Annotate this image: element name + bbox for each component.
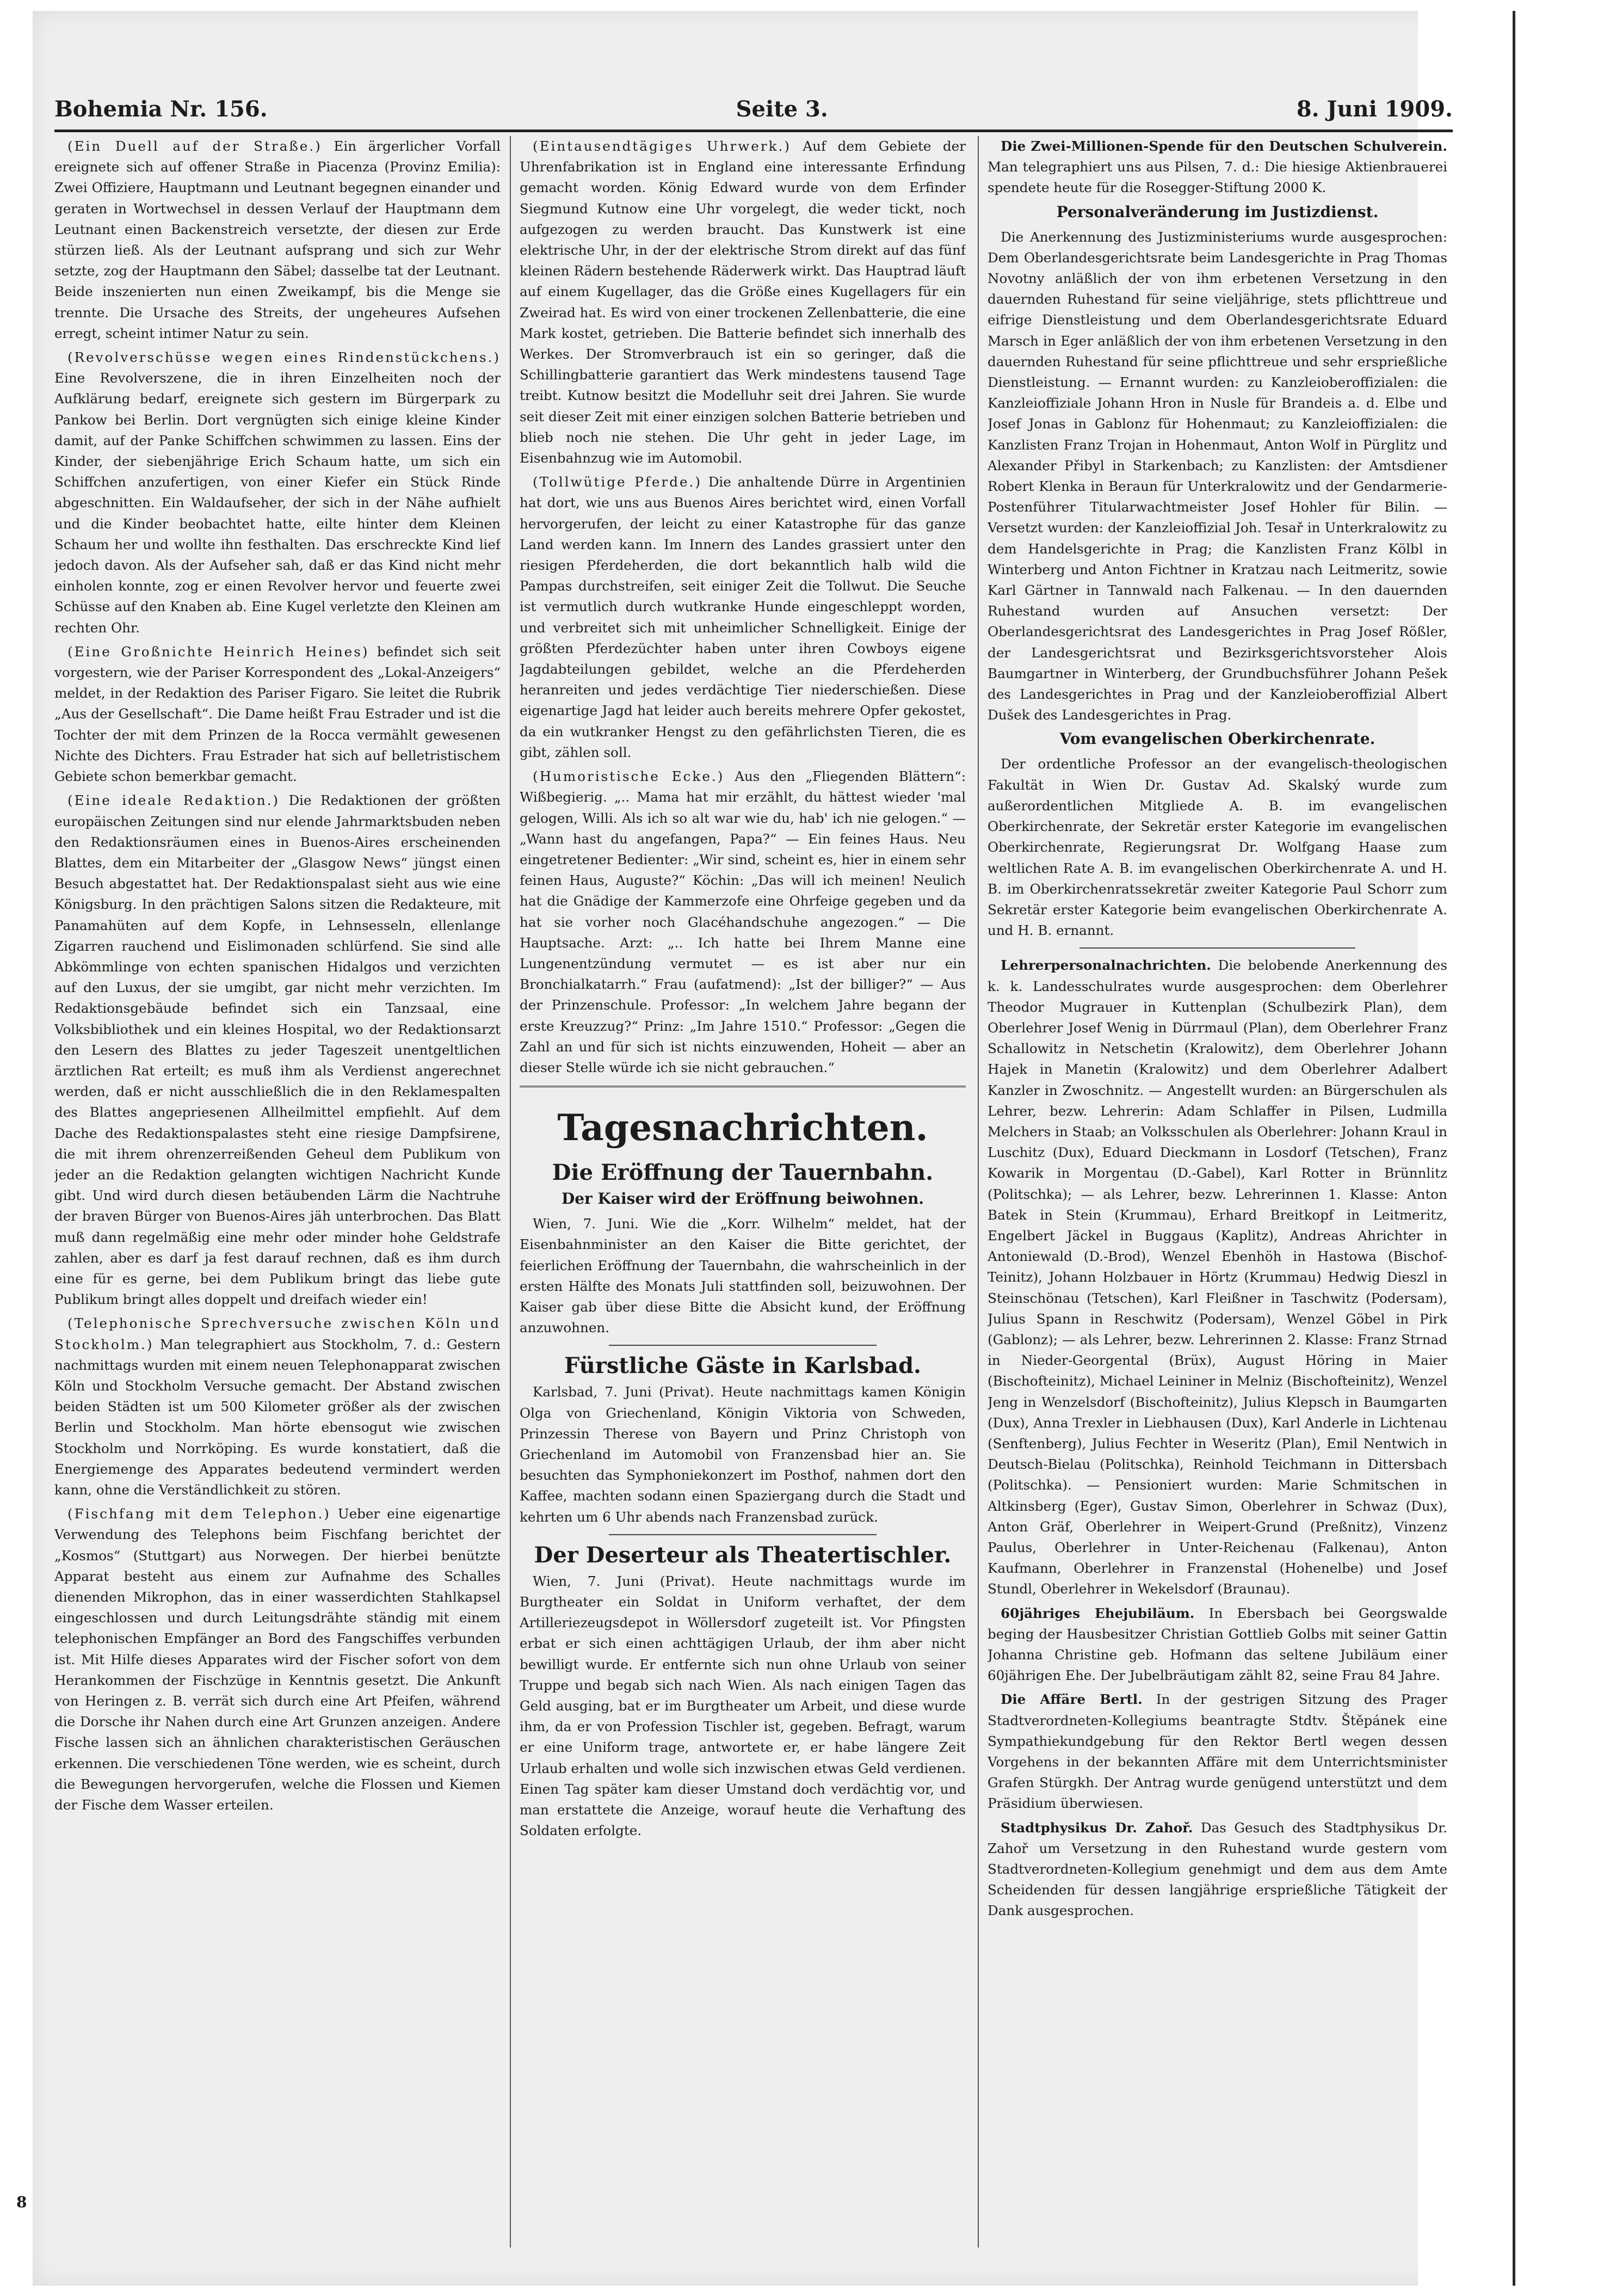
article-duell bbox=[54, 136, 501, 344]
header-rule bbox=[54, 130, 1453, 132]
article-text: Die Anerkennung des Justizministeriums wurde ausgesprochen: Dem Oberlandesgerichtsrate beim Landesgerichte in Prag Thomas Novotny anläßlich der von ihm erbetenen Versetzung in den dauernden Ruhestand für seine vieljährige, stets pflichttreue und eifrige Dienstleistung und dem Oberlandesgerichtsrate Eduard Marsch in Eger anläßlich der von ihm erbetenen Versetzung in den dauernden Ruhestand für seine pflichttreue und sehr ersprießliche Dienstleistung. — Ernannt wurden: zu Kanzleioberoffizialen: die Kanzleioffiziale Johann Hron in Nusle für Brandeis a. d. Elbe und Josef Jonas in Gablonz für Hohenmaut; zu Kanzleioffizialen: die Kanzlisten Franz Trojan in Hohenmaut, Anton Wolf in Pürglitz und Alexander Přibyl in Starkenbach; zu Kanzlisten: der Amtsdiener Robert Klenka in Beraun für Unterkralowitz und der Gendarmerie-Postenführer Titularwachtmeister Josef Hohler für Bilin. — Versetzt wurden: der Kanzleioffizial Joh. Tesař in Unterkralowitz zu dem Handelsgerichte in Prag; die Kanzlisten Franz Kölbl in Winterberg und Anton Fichtner in Kratzau nach Leitmeritz, sowie Karl Gärtner in Tannwald nach Falkenau. — In den dauernden Ruhestand wurden auf Ansuchen versetzt: Der Oberlandesgerichtsrat des Landesgerichtes in Prag Josef Rößler, der Landesgerichtsrat und Bezirksgerichtsvorsteher Alois Baumgartner in Winterberg, der Grundbuchsführer Johann Pešek des Landesgerichtes in Prag und der Kanzleioberoffizial Albert Dušek des Landesgerichtes in Prag. bbox=[988, 229, 1447, 723]
article-text: Man telegraphiert aus Stockholm, 7. d.: Gestern nachmittags wurden mit einem neuen Telephonapparat zwischen Köln und Stockholm Versuche gemacht. Der Abstand zwischen beiden Städten ist um 500 Kilometer größer als der zwischen Berlin und Stockholm. Man hörte ebensogut wie zwischen Stockholm und Norrköping. Es wurde konstatiert, daß die Energiemenge des Apparates bedeutend vermindert werden kann, ohne die Verständlichkeit zu stören. bbox=[54, 1336, 501, 1498]
article-divider bbox=[1079, 947, 1355, 949]
article-keyword: (Fischfang mit dem Telephon.) bbox=[67, 1506, 331, 1522]
article-text: befindet sich seit vorgestern, wie der Pariser Korrespondent des „Lokal-Anzeigers“ meldet, in der Redaktion des Pariser Figaro. Sie leitet die Rubrik „Aus der Gesellschaft“. Die Dame heißt Frau Estrader und ist die Tochter der mit dem Prinzen de la Rocca vermählt gewesenen Nichte des Dichters. Frau Estrader hat sich auf belletristischem Gebiete schon bemerkbar gemacht. bbox=[54, 643, 501, 785]
article-text: Ein ärgerlicher Vorfall ereignete sich auf offener Straße in Piacenza (Provinz Emilia): Zwei Offiziere, Hauptmann und Leutnant begegnen einander und geraten in Wortwechsel in dessen Verlauf der Hauptmann dem Leutnant einen Backenstreich versetzte, der diesen zur Erde stürzen ließ. Als der Leutnant aufsprang und sich zur Wehr setzte, zog der Hauptmann den Säbel; dasselbe tat der Leutnant. Beide inszenierten nun einen Zweikampf, bis die Menge sie trennte. Die Ursache des Streits, der ungeheures Aufsehen erregt, scheint intimer Natur zu sein. bbox=[54, 138, 501, 341]
section-divider bbox=[520, 1086, 966, 1087]
article-jubilaeum bbox=[988, 1603, 1447, 1686]
article-keyword: (Eine Großnichte Heinrich Heines) bbox=[67, 643, 369, 660]
header-page-number: Seite 3. bbox=[736, 96, 828, 122]
article-keyword: (Telephonische Sprechversuche zwischen Köln und Stockholm.) bbox=[54, 1315, 501, 1352]
article-heading: 60jähriges Ehejubiläum. bbox=[1001, 1605, 1195, 1621]
article-text: Aus den „Fliegenden Blättern“: Wißbegierig. „.. Mama hat mir erzählt, du hättest wieder 'mal gelogen, Willi. Als ich so alt war wie du, hab' ich nie gelogen.“ — „Wann hast du angefangen, Papa?“ — Ein feines Haus. Neu eingetretener Bedienter: „Wir sind, scheint es, hier in einem sehr feinen Haus, Auguste?“ Köchin: „Das will ich meinen! Neulich hat die Gnädige der Kammerzofe eine Ohrfeige gegeben und da hat sie vorher noch Glacéhandschuhe angezogen.“ — Die Hauptsache. Arzt: „.. Ich hatte bei Ihrem Manne eine Lungenentzündung vermutet — es ist aber nur ein Bronchialkatarrh.“ Frau (aufatmend): „Ist der billiger?“ — Aus der Prinzenschule. Professor: „In welchem Jahre begann der erste Kreuzzug?“ Prinz: „Im Jahre 1510.“ Professor: „Gegen die Zahl an und für sich ist nichts einzuwenden, Hoheit — aber an dieser Stelle würde ich sie nicht gebrauchen.“ bbox=[520, 768, 966, 1075]
article-heine bbox=[54, 642, 501, 787]
article-divider bbox=[609, 1345, 877, 1346]
article-spende bbox=[988, 136, 1447, 199]
column-rule bbox=[510, 136, 511, 2248]
column-2 bbox=[520, 136, 966, 2248]
article-title: Fürstliche Gäste in Karlsbad. bbox=[564, 1353, 921, 1379]
article-text: Wien, 7. Juni. Wie die „Korr. Wilhelm“ meldet, hat der Eisenbahnminister an den Kaiser die Bitte gerichtet, der feierlichen Eröffnung der Tauernbahn, die wahrscheinlich in der ersten Hälfte des Monats Juli stattfinden soll, beizuwohnen. Der Kaiser gab über diese Bitte die Absicht kund, der Eröffnung anzuwohnen. bbox=[520, 1216, 966, 1336]
article-humor bbox=[520, 766, 966, 1078]
article-text: Die belobende Anerkennung des k. k. Landesschulrates wurde ausgesprochen: dem Oberlehrer Theodor Mugrauer in Kuttenplan (Schulbezirk Plan), dem Oberlehrer Josef Wenig in Dürrmaul (Plan), dem Oberlehrer Franz Schallowitz in Netschetin (Kralowitz), dem Oberlehrer Johann Hajek in Manetin (Kralowitz) und dem Oberlehrer Adalbert Kanzler in Zwoschnitz. — Angestellt wurden: an Bürgerschulen als Lehrer, bezw. Lehrerin: Adam Schlaffer in Pilsen, Ludmilla Melchers in Staab; an Volksschulen als Oberlehrer: Johann Kraul in Luschitz (Dux), Eduard Dieckmann in Losdorf (Tetschen), Franz Kowarik in Morgentau (D.-Gabel), Karl Rotter in Brünnlitz (Politschka); — als Lehrer, bezw. Lehrerinnen 1. Klasse: Anton Batek in Stein (Krummau), Erhard Breitkopf in Leitmeritz, Engelbert Jäckel in Buggaus (Kaplitz), Andreas Ahrichter in Antoniewald (D.-Brod), Wenzel Ebenhöh in Hastowa (Bischof-Teinitz), Johann Holzbauer in Hörtz (Krummau) Hedwig Dieszl in Steinschönau (Tetschen), Karl Fleißner in Taschwitz (Podersam), Julius Spann in Reschwitz (Podersam), Wenzel Göbel in Pirk (Gablonz); — als Lehrer, bezw. Lehrerinnen 2. Klasse: Franz Strnad in Nieder-Georgental (Brüx), August Höring in Maier (Bischofteinitz), Michael Leininer in Melniz (Bischofteinitz), Wenzel Jeng in Wenzelsdorf (Bischofteinitz), Julius Klepsch in Baumgarten (Dux), Anna Trexler in Liebhausen (Dux), Karl Anderle in Lichtenau (Senftenberg), Julius Fechter in Weseritz (Plan), Emil Nentwich in Deutsch-Bielau (Politschka), Reinhold Teichmann in Dittersbach (Politschka). — Pensioniert wurden: Marie Schmitschen in Altkinsberg (Eger), Gustav Simon, Oberlehrer in Schwaz (Dux), Anton Gräf, Oberlehrer in Weipert-Grund (Preßnitz), Vinzenz Paulus, Oberlehrer in Unter-Reichenau (Falkenau), Anton Kaufmann, Oberlehrer in Franzenstal (Hohenelbe) und Josef Stundl, Oberlehrer in Wekelsdorf (Braunau). bbox=[988, 957, 1447, 1597]
article-uhrwerk bbox=[520, 136, 966, 469]
article-text: Das Gesuch des Stadtphysikus Dr. Zahoř um Versetzung in den Ruhestand wurde gestern vom Stadtverordneten-Kollegium genehmigt und dem aus dem Amte Scheidenden für dessen langjährige ersprießliche Tätigkeit der Dank ausgesprochen. bbox=[988, 1819, 1447, 1919]
article-heading: Lehrerpersonalnachrichten. bbox=[1001, 957, 1211, 974]
article-text: In Ebersbach bei Georgswalde beging der Hausbesitzer Christian Gottlieb Golbs mit seiner Gattin Johanna Christine geb. Hofmann das seltene Jubiläum einer 60jährigen Ehe. Der Jubelbräutigam zählt 82, seine Frau 84 Jahre. bbox=[988, 1605, 1447, 1684]
article-zahor bbox=[988, 1818, 1447, 1922]
article-heading: Stadtphysikus Dr. Zahoř. bbox=[1001, 1819, 1193, 1836]
article-title: Der Deserteur als Theatertischler. bbox=[534, 1542, 952, 1568]
margin-mark: 8 bbox=[16, 2193, 27, 2211]
article-redaktion bbox=[54, 790, 501, 1310]
article-text: Karlsbad, 7. Juni (Privat). Heute nachmittags kamen Königin Olga von Griechenland, Königin Viktoria von Schweden, Prinzessin Therese von Bayern und Prinz Christoph von Griechenland im Automobil von Franzensbad hier an. Sie besuchten das Symphoniekonzert im Posthof, nahmen dort den Kaffee, machten sodann einen Spaziergang durch die Stadt und kehrten um 6 Uhr abends nach Franzensbad zurück. bbox=[520, 1384, 966, 1525]
column-1 bbox=[54, 136, 501, 2248]
article-keyword: (Ein Duell auf der Straße.) bbox=[67, 138, 322, 154]
section-title: Tagesnachrichten. bbox=[557, 1106, 928, 1149]
article-keyword: (Humoristische Ecke.) bbox=[533, 768, 725, 785]
article-text: Eine Revolverszene, die in ihren Einzelheiten noch der Aufklärung bedarf, ereignete sich gestern im Bürgerpark zu Pankow bei Berlin. Dort vergnügten sich einige kleine Kinder damit, auf der Panke Schiffchen schwimmen zu lassen. Eins der Kinder, der siebenjährige Erich Schaum hatte, um sich ein Schiffchen anzufertigen, von einer Kiefer ein Stück Rinde abgeschnitten. Ein Waldaufseher, der sich in der Nähe aufhielt und die Kinder beobachtet hatte, eilte hinter dem Kleinen Schaum her und wollte ihn festhalten. Das erschreckte Kind lief jedoch davon. Als der Aufseher sah, daß er das Kind nicht mehr einholen konnte, zog er einen Revolver hervor und feuerte zwei Schüsse auf den Knaben ab. Eine Kugel verletzte den Kleinen am rechten Ohr. bbox=[54, 370, 501, 636]
article-text: Wien, 7. Juni (Privat). Heute nachmittags wurde im Burgtheater ein Soldat in Uniform verhaftet, der dem Artilleriezeugsdepot in Wöllersdorf zugeteilt ist. Vor Pfingsten erbat er sich einen achttägigen Urlaub, der ihm aber nicht bewilligt wurde. Er entfernte sich nun ohne Urlaub von seiner Truppe und begab sich nach Wien. Als nach einigen Tagen das Geld ausging, bat er im Burgtheater um Arbeit, und diese wurde ihm, da er von Profession Tischler ist, gegeben. Befragt, warum er eine Uniform trage, antwortete er, er habe längere Zeit Urlaub erhalten und wolle sich inzwischen etwas Geld verdienen. Einen Tag später kam dieser Umstand doch verdächtig vor, und man erstattete die Anzeige, worauf heute die Verhaftung des Soldaten erfolgte. bbox=[520, 1573, 966, 1839]
article-heading: Die Affäre Bertl. bbox=[1001, 1691, 1143, 1708]
article-text: Der ordentliche Professor an der evangelisch-theologischen Fakultät in Wien Dr. Gustav Ad. Skalský wurde zum außerordentlichen Mitgliede A. B. im evangelischen Oberkirchenrate, der Sekretär erster Kategorie im evangelischen Oberkirchenrate, Regierungsrat Dr. Wolfgang Haase zum weltlichen Rate A. B. im evangelischen Oberkirchenrate A. und H. B. im Oberkirchenratssekretär zweiter Kategorie Paul Schorr zum Sekretär erster Kategorie beim evangelischen Oberkirchenrate A. und H. B. ernannt. bbox=[988, 756, 1447, 939]
article-keyword: (Eine ideale Redaktion.) bbox=[67, 792, 280, 809]
article-title: Vom evangelischen Oberkirchenrate. bbox=[1059, 730, 1375, 748]
page-header bbox=[54, 93, 1453, 125]
article-text: Die Redaktionen der größten europäischen Zeitungen sind nur elende Jahrmarktsbuden neben den Redaktionsräumen eines in Buenos-Aires erscheinenden Blattes, dem ein Mitarbeiter der „Glasgow News“ jüngst einen Besuch abgestattet hat. Der Redaktionspalast sieht aus wie eine Königsburg. In den prächtigen Salons sitzen die Redakteure, mit Panamahüten auf dem Kopfe, in Lehnsesseln, ellenlange Zigarren rauchend und Eislimonaden schlürfend. Sie sind alle Abkömmlinge von echten spanischen Hidalgos und verzichten auf den Luxus, der sie umgibt, gar nicht mehr verzichten. Im Redaktionsgebäude befindet sich ein Tanzsaal, eine Volksbibliothek und ein kleines Hospital, wo der Redaktionsarzt den Lesern des Blattes zu jeder Tageszeit unentgeltlichen ärztlichen Rat erteilt; es muß ihm als Verdienst angerechnet werden, daß er nicht ausschließlich die in den Reklamespalten des Blattes angepriesenen Allheilmittel empfiehlt. Auf dem Dache des Redaktionspalastes steht eine riesige Dampfsirene, die mit ihrem ohrenzerreißenden Geheul dem Publikum von jeder an die Redaktion gelangten wichtigen Nachricht Kunde gibt. Und wird durch diesen betäubenden Lärm die Nachtruhe der braven Bürger von Buenos-Aires jäh unterbrochen. Das Blatt muß dann regelmäßig eine mehr oder minder hohe Geldstrafe zahlen, aber es darf ja fest darauf rechnen, daß es ihm durch eine für es gerne, bei dem Publikum bringt das liebe gute Publikum bringt alles doppelt und dreifach wieder ein! bbox=[54, 792, 501, 1308]
article-text: Ueber eine eigenartige Verwendung des Telephons beim Fischfang berichtet der „Kosmos“ (Stuttgart) aus Norwegen. Der hierbei benützte Apparat besteht aus einem zur Aufnahme des Schalles dienenden Mikrophon, das in einer wasserdichten Stahlkapsel eingeschlossen und durch Leitungsdrähte ständig mit einem telephonischen Empfänger an Bord des Fangschiffes verbunden ist. Mit Hilfe dieses Apparates wird der Fischer sofort von dem Herankommen der Fischzüge in Kenntnis gesetzt. Die Ankunft von Heringen z. B. verrät sich durch eine Art Pfeifen, während die Dorsche ihr Nahen durch eine Art Grunzen anzeigen. Andere Fische lassen sich an ähnlichen charakteristischen Geräuschen erkennen. Die verschiedenen Töne werden, wie es scheint, durch die Bewegungen hervorgerufen, welche die Flossen und Kiemen der Fische dem Wasser erteilen. bbox=[54, 1506, 501, 1813]
article-divider bbox=[609, 1534, 877, 1535]
article-bertl bbox=[988, 1689, 1447, 1814]
article-text: Man telegraphiert uns aus Pilsen, 7. d.: Die hiesige Aktienbrauerei spendete heute für die Rosegger-Stiftung 2000 K. bbox=[988, 159, 1447, 196]
header-date: 8. Juni 1909. bbox=[1296, 96, 1453, 122]
article-title: Personalveränderung im Justizdienst. bbox=[1056, 202, 1379, 221]
article-keyword: (Revolverschüsse wegen eines Rindenstückchens.) bbox=[67, 349, 501, 366]
column-rule bbox=[978, 136, 979, 2248]
article-pferde bbox=[520, 472, 966, 763]
article-keyword: (Tollwütige Pferde.) bbox=[533, 474, 702, 490]
header-issue: Bohemia Nr. 156. bbox=[54, 96, 268, 122]
article-keyword: (Eintausendtägiges Uhrwerk.) bbox=[533, 138, 791, 154]
column-3 bbox=[988, 136, 1447, 2248]
article-revolver bbox=[54, 347, 501, 638]
article-text: In der gestrigen Sitzung des Prager Stadtverordneten-Kollegiums beantragte Stdtv. Štěpánek eine Sympathiekundgebung für den Rektor Bertl wegen dessen Vorgehens in der bekannten Affäre mit dem Unterrichtsminister Grafen Stürgkh. Der Antrag wurde genügend unterstützt und dem Präsidium überwiesen. bbox=[988, 1691, 1447, 1812]
article-text: Auf dem Gebiete der Uhrenfabrikation ist in England eine interessante Erfindung gemacht worden. König Edward wurde von dem Erfinder Siegmund Kutnow eine Uhr vorgelegt, die weder tickt, noch aufgezogen zu werden braucht. Das Kunstwerk ist eine elektrische Uhr, in der der elektrische Strom direkt auf das fünf kleinen Rädern bestehende Räderwerk wirkt. Das Hauptrad läuft auf einem Kugellager, das die Größe eines Kugellagers für ein Zweirad hat. Es wird von einer trockenen Zellenbatterie, die eine Mark kostet, getrieben. Die Batterie befindet sich innerhalb des Werkes. Der Stromverbrauch ist ein so geringer, daß die Schillingbatterie garantiert das Werk mindestens tausend Tage treibt. Kutnow besitzt die Modelluhr seit drei Jahren. Sie wurde seit dieser Zeit mit einer einzigen solchen Batterie betrieben und blieb noch nie stehen. Die Uhr geht in jeder Lage, im Eisenbahnzug wie im Automobil. bbox=[520, 138, 966, 466]
article-fischfang bbox=[54, 1504, 501, 1815]
article-text: Die anhaltende Dürre in Argentinien hat dort, wie uns aus Buenos Aires berichtet wird, einen Vorfall hervorgerufen, der leicht zu einer Katastrophe für das ganze Land werden kann. Im Innern des Landes grassiert unter den riesigen Pferdeherden, die dort bekanntlich halb wild die Pampas durchstreifen, seit einiger Zeit die Tollwut. Die Seuche ist vermutlich durch wutkranke Hunde eingeschleppt worden, und verbreitet sich mit unheimlicher Schnelligkeit. Einige der größten Pferdezüchter haben unter ihren Cowboys eigene Jagdabteilungen gebildet, welche an die Pferdeherden heranreiten und jedes verdächtige Tier niederschießen. Diese eigenartige Jagd hat leider auch bereits mehrere Opfer gekostet, da ein wutkranker Hengst zu den gefährlichsten Tieren, die es gibt, zählen soll. bbox=[520, 474, 966, 760]
article-lehrer bbox=[988, 955, 1447, 1599]
article-heading: Die Zwei-Millionen-Spende für den Deutschen Schulverein. bbox=[1001, 138, 1447, 154]
article-subtitle: Der Kaiser wird der Eröffnung beiwohnen. bbox=[561, 1190, 924, 1208]
article-title: Die Eröffnung der Tauernbahn. bbox=[552, 1160, 934, 1186]
article-telephon-koeln bbox=[54, 1313, 501, 1500]
